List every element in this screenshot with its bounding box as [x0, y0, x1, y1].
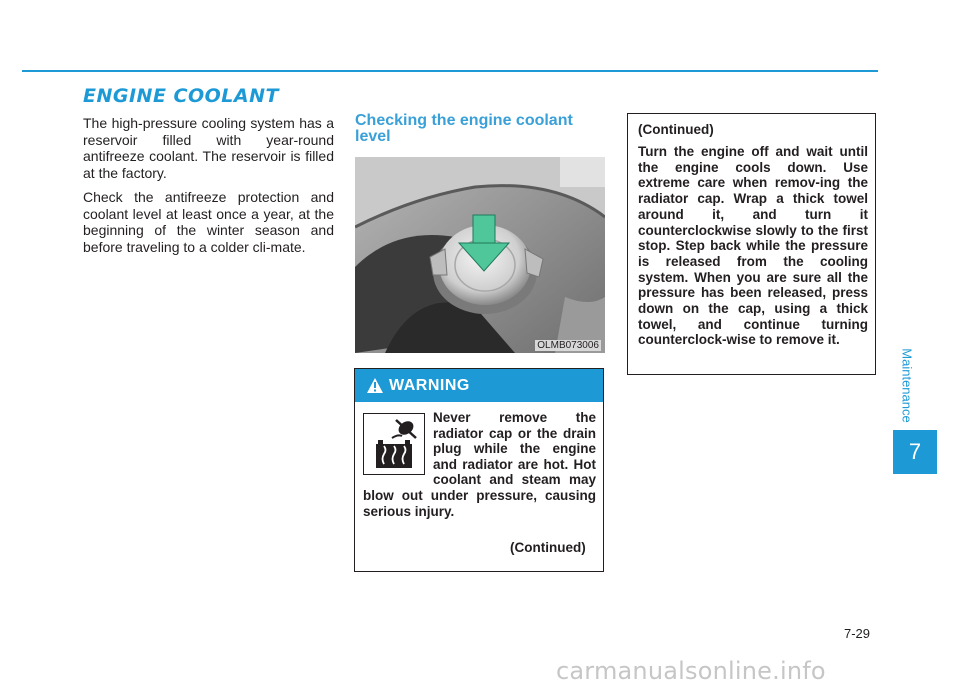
section-title: ENGINE COOLANT — [83, 85, 279, 107]
watermark: carmanualsonline.info — [556, 657, 826, 685]
page-number: 7-29 — [844, 626, 871, 641]
chapter-number: 7 — [908, 439, 922, 464]
checking-heading: Checking the engine coolant level — [355, 112, 573, 145]
warning-body — [355, 402, 603, 519]
intro-column — [83, 115, 334, 263]
hot-coolant-warning-icon — [363, 413, 425, 475]
continued-box — [627, 113, 876, 375]
image-code: OLMB073006 — [537, 340, 599, 351]
continued-heading: (Continued) — [638, 122, 714, 137]
intro-paragraph-2: Check the antifreeze protection and coolant level at least once a year, at the beginning of the winter season and before traveling to a colder cli-mate. — [83, 189, 334, 255]
continued-text: Turn the engine off and wait until the engine cools down. Use extreme care when remov-ing the radiator cap. Wrap a thick towel around it, and turn it counterclockwise slowly to the first stop. Step back while the pressure is released from the cooling system. When you are sure all the pressure has been released, press down on the cap, using a thick towel, and continue turning counterclock-wise to remove it. — [638, 144, 868, 348]
warning-triangle-icon — [367, 378, 383, 393]
intro-paragraph-1: The high-pressure cooling system has a reservoir filled with year-round antifreeze coolant. The reservoir is filled at the factory. — [83, 115, 334, 181]
sidebar-label-text: Maintenance — [899, 347, 915, 423]
radiator-cap-photo — [355, 157, 605, 353]
chapter-tab — [893, 430, 937, 474]
warning-header — [355, 369, 603, 402]
sidebar-label — [897, 344, 917, 426]
warning-text: Never remove the radiator cap or the drain plug while the engine and radiator are hot. Hot coolant and steam may blow out under pressure, causing serious injury. — [363, 410, 596, 519]
top-rule — [22, 70, 878, 72]
warning-title: WARNING — [389, 376, 470, 394]
radiator-cap-illustration — [355, 157, 605, 353]
warning-continued: (Continued) — [510, 540, 586, 555]
